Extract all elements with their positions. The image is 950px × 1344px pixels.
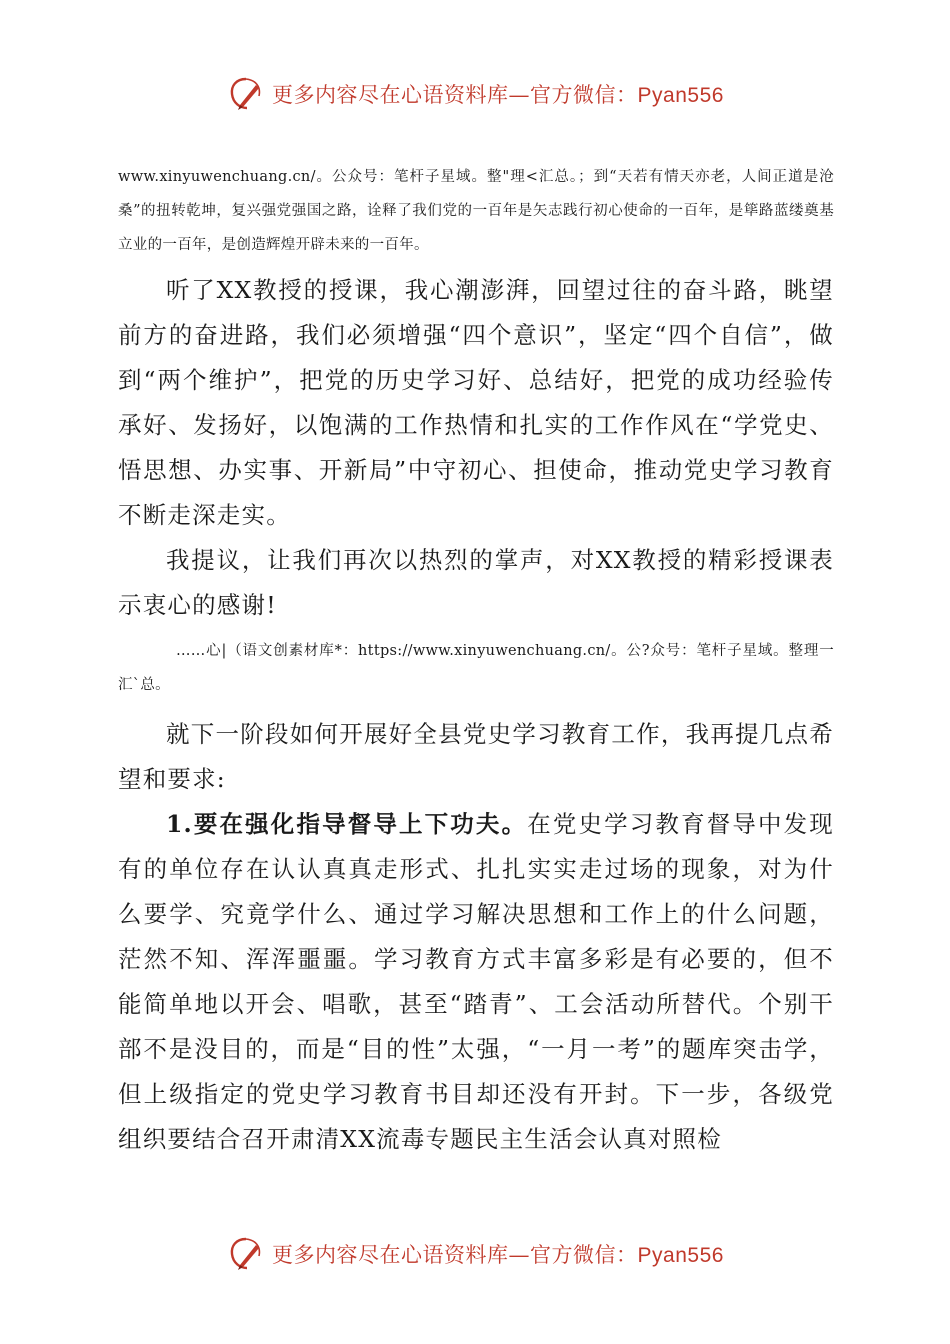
footer-banner-text — [272, 1239, 724, 1269]
point-1-heading: 1.要在强化指导督导上下功夫。 — [166, 810, 528, 838]
header-banner-main: 更多内容尽在心语资料库—官方微信： — [272, 83, 638, 107]
point-1-text: 在党史学习教育督导中发现有的单位存在认认真真走形式、扎扎实实走过场的现象，对为什么要学、究竟学什么、通过学习解决思想和工作上的什么问题，茫然不知、浑浑噩噩。学习教育方式丰富多彩是有必要的，但不能简单地以开会、唱歌，甚至“踏青”、工会活动所替代。个别干部不是没目的，而是“目的性”太强，“一月一考”的题库突击学，但上级指定的党史学习教育书目却还没有开封。下一步，各级党组织要结合召开肃清XX流毒专题民主生活会认真对照检 — [118, 810, 834, 1153]
intro-paragraph: www.xinyuwenchuang.cn/。公众号：笔杆子星域。整"理<汇总。；到“天若有情天亦老，人间正道是沧桑”的扭转乾坤，复兴强党强国之路，诠释了我们党的一百年是矢志践行初心使命的一百年，是筚路蓝缕奠基立业的一百年，是创造辉煌开辟未来的一百年。 — [118, 169, 834, 253]
header-banner — [0, 70, 950, 118]
header-banner-text — [272, 79, 724, 109]
paragraph-1: 听了XX教授的授课，我心潮澎湃，回望过往的奋斗路，眺望前方的奋进路，我们必须增强“四个意识”，坚定“四个自信”，做到“两个维护”，把党的历史学习好、总结好，把党的成功经验传承好、发扬好，以饱满的工作热情和扎实的工作作风在“学党史、悟思想、办实事、开新局”中守初心、担使命，推动党史学习教育不断走深走实。 — [118, 276, 834, 529]
footer-banner-main: 更多内容尽在心语资料库—官方微信： — [272, 1243, 638, 1267]
header-banner-wechat: Pyan556 — [637, 84, 724, 107]
pen-logo-icon — [226, 1234, 266, 1274]
paragraph-2: 我提议，让我们再次以热烈的掌声，对XX教授的精彩授课表示衷心的感谢! — [118, 546, 834, 619]
paragraph-3: 就下一阶段如何开展好全县党史学习教育工作，我再提几点希望和要求: — [118, 720, 834, 793]
footer-banner — [0, 1230, 950, 1278]
point-1-paragraph — [118, 802, 834, 1162]
watermark-paragraph: ……心|（语文创素材库*：https://www.xinyuwenchuang.cn/。公?众号：笔杆子星域。整理一汇`总。 — [118, 643, 834, 693]
document-body — [118, 160, 834, 1162]
pen-logo-icon — [226, 74, 266, 114]
footer-banner-wechat: Pyan556 — [637, 1244, 724, 1267]
